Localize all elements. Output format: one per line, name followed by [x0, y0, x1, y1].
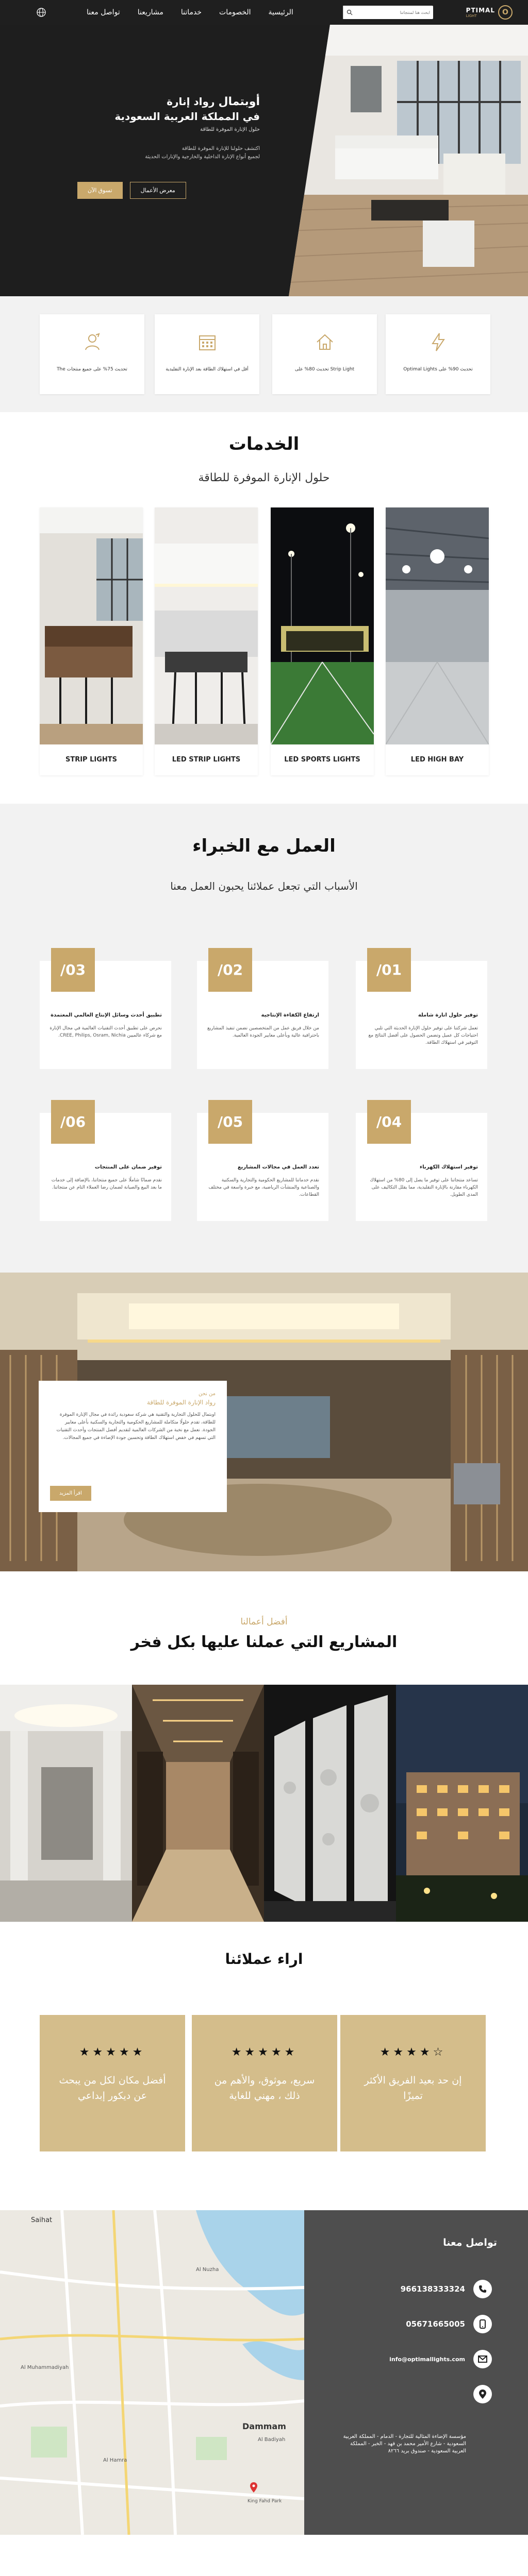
map-label: Al Nuzha [196, 2267, 219, 2273]
projects-title: المشاريع التي عملنا عليها بكل فخر [130, 1633, 398, 1651]
why-title: ارتفاع الكفاءة الإنتاجية [261, 1012, 319, 1018]
about-kicker: من نحن [199, 1391, 216, 1397]
hero-buttons [77, 182, 186, 199]
service-label: LED HIGH BAY [410, 756, 464, 764]
hero-title-accent: أوبتمال [218, 95, 260, 108]
testimonial-card [340, 2015, 486, 2151]
project-hall-image[interactable] [0, 1685, 132, 1922]
globe-icon[interactable] [36, 7, 46, 18]
hero-description [54, 145, 260, 161]
map-canvas [0, 2210, 304, 2535]
why-title: تطبيق أحدث وسائل الإنتاج العالمي المعتمدة [51, 1012, 162, 1018]
testimonial-quote: أفضل مكان لكل من يبحث عن ديكور إبداعي [59, 2075, 166, 2102]
contact-phone2[interactable] [337, 2315, 492, 2333]
testimonials-title: اراء عملائنا [225, 1951, 303, 1968]
why-card [40, 961, 171, 1069]
service-card[interactable] [40, 507, 143, 775]
logo-text [466, 7, 495, 18]
why-card [356, 1113, 487, 1221]
phone-number: 966138333324 [400, 2284, 465, 2294]
why-number: /04 [367, 1100, 411, 1144]
rating-stars: ★★★★☆ [380, 2046, 447, 2059]
hero-section [0, 25, 528, 296]
nav-services[interactable]: خدماتنا [180, 8, 202, 16]
contact-email[interactable] [337, 2350, 492, 2368]
logo-name: PTIMAL [466, 7, 495, 14]
testimonial-card [40, 2015, 185, 2151]
hero-text [54, 94, 260, 161]
project-building-image[interactable] [396, 1685, 528, 1922]
hero-title [54, 94, 260, 109]
feature-text: Strip Light تحديث 80% على [294, 367, 355, 372]
features-section [0, 296, 528, 412]
map-label: Saihat [31, 2216, 53, 2224]
person-icon [82, 332, 103, 352]
why-body: نقدم ضمانًا شاملًا على جميع منتجاتنا، بالإضافة إلى خدمات ما بعد البيع والصيانة لضمان رضا العملاء التام عن منتجاتنا. [51, 1178, 162, 1190]
location-pin-icon [473, 2385, 492, 2403]
service-card[interactable] [155, 507, 258, 775]
service-label: LED SPORTS LIGHTS [284, 756, 360, 764]
why-title: توفير ضمان على المنتجات [94, 1164, 162, 1170]
testimonial-quote: إن حد بعيد الفريق الأكثر تميزًا [364, 2075, 462, 2102]
strip-lights-kitchen-image [155, 507, 258, 744]
feature-text: تحديث 75% على جميع منتجات The [57, 367, 127, 372]
hero-subtitle: حلول الإنارة الموفرة للطاقة [200, 127, 260, 132]
why-card [356, 961, 487, 1069]
email-address: info@optimallights.com [389, 2355, 465, 2363]
rating-stars: ★★★★★ [79, 2046, 146, 2059]
service-label: LED STRIP LIGHTS [172, 756, 241, 764]
search-input[interactable] [355, 6, 433, 19]
contact-section [0, 2210, 528, 2576]
nav-discounts[interactable]: الخصومات [219, 8, 251, 16]
project-corridor-image[interactable] [132, 1685, 264, 1922]
map-label: King Fahd Park [248, 2499, 282, 2504]
testimonial-card [192, 2015, 337, 2151]
mobile-icon [473, 2315, 492, 2333]
feature-card [155, 314, 259, 394]
hero-interior-image [289, 25, 528, 296]
map-label: Dammam [242, 2421, 286, 2431]
service-card[interactable] [386, 507, 489, 775]
why-number: /03 [51, 948, 95, 992]
why-card [197, 1113, 328, 1221]
hero-title-line1: رواد إنارة [167, 95, 215, 108]
why-card [40, 1113, 171, 1221]
phone-icon [473, 2280, 492, 2298]
nav-contact[interactable]: تواصل معنا [87, 8, 120, 16]
nav-projects[interactable]: مشاريعنا [137, 8, 163, 16]
services-title: الخدمات [228, 434, 300, 454]
logo-mark: O [498, 5, 513, 20]
contact-location[interactable] [337, 2385, 492, 2403]
why-body: نحرص على تطبيق أحدث التقنيات العالمية في مجال الإنارة مع شركاء عالميين CREE, Philips, Osram, Nichia. [50, 1026, 162, 1038]
hero-desc-line2: لجميع أنواع الإنارة الداخلية والخارجية والإنارات الحديثة [145, 154, 260, 160]
feature-text: تحديث 90% على Optimal Lights [403, 367, 473, 372]
strip-lights-interior-image [40, 507, 143, 744]
footer-bar [0, 2535, 528, 2576]
contact-title: تواصل معنا [443, 2237, 497, 2248]
email-icon [473, 2350, 492, 2368]
main-nav [87, 0, 293, 25]
high-bay-image [386, 507, 489, 744]
why-card [197, 961, 328, 1069]
why-body: تعمل شركتنا على توفير حلول الإنارة الحديثة التي تلبي احتياجات كل عميل وتضمن الحصول على أفضل النتائج مع التوفير في استهلاك الطاقة. [368, 1026, 478, 1045]
testimonials-section [0, 1922, 528, 2210]
logo[interactable] [451, 4, 513, 21]
contact-panel [304, 2210, 528, 2535]
services-section [0, 412, 528, 804]
why-title: توفير استهلاك الكهرباء [420, 1164, 478, 1170]
why-title: تعدد العمل في مجالات المشاريع [237, 1164, 319, 1170]
location-map[interactable] [0, 2210, 304, 2535]
hero-desc-line1: اكتشف حلولنا للإنارة الموفرة للطاقة [182, 146, 260, 151]
nav-home[interactable]: الرئيسية [268, 8, 293, 16]
logo-tagline: LIGHT [466, 14, 477, 18]
testimonial-quote: سريع، موثوق، والأهم من ذلك ، مهني للغاية [214, 2075, 315, 2102]
read-more-button[interactable]: اقرأ المزيد [50, 1486, 91, 1501]
feature-card [40, 314, 144, 394]
why-body: نقدم خدماتنا للمشاريع الحكومية والتجارية والسكنية والصناعية والمنشآت الرياضية، مع خبرة واسعة في مختلف القطاعات. [208, 1178, 319, 1197]
hero-title-line2: في المملكة العربية السعودية [114, 110, 260, 123]
contact-address: مؤسسة الإضاءة المثالية للتجارة - الدمام - المملكة العربية السعودية - شارع الأمير محمد بن فهد - الخبر - المملكة العربية السعودية - صندوق بريد ٨٢٦٦ [343, 2434, 466, 2454]
map-label: Al Badiyah [258, 2437, 286, 2443]
service-label: STRIP LIGHTS [65, 756, 118, 764]
map-pin-icon[interactable] [250, 2482, 257, 2493]
mobile-number: 05671665005 [406, 2319, 465, 2329]
search-icon [346, 9, 353, 15]
experts-subtitle: الأسباب التي تجعل عملائنا يحبون العمل معنا [170, 880, 358, 892]
bolt-icon [428, 332, 449, 352]
map-label: Al Muhammadiyah [21, 2365, 69, 2370]
why-number: /05 [208, 1100, 252, 1144]
shop-now-button[interactable]: تسوق الآن [77, 182, 123, 199]
calendar-icon [197, 332, 218, 352]
why-body: من خلال فريق عمل من المتخصصين نضمن تنفيذ المشاريع باحترافية عالية وبأعلى معايير الجودة العالمية. [207, 1026, 319, 1038]
about-body: اوبتمال للحلول التجارية والتقنية هي شركة سعودية رائدة في مجال الإنارة الموفرة للطاقة، تقدم حلولًا متكاملة للمشاريع الحكومية والتجارية والسكنية بأعلى معايير الجودة. نعمل مع نخبة من الشركات العالمية لتقديم أفضل المنتجات وأحدث التقنيات التي تسهم في خفض استهلاك الطاقة وتحسين جودة الإضاءة في جميع المجالات. [56, 1412, 216, 1440]
about-section [0, 1273, 528, 1571]
portfolio-button[interactable]: معرض الأعمال [130, 182, 186, 199]
why-number: /06 [51, 1100, 95, 1144]
site-header [0, 0, 528, 25]
home-icon [315, 332, 335, 352]
about-heading: رواد الإنارة الموفرة للطاقة [146, 1399, 216, 1406]
sports-lights-image [271, 507, 374, 744]
rating-stars: ★★★★★ [231, 2046, 298, 2059]
why-number: /02 [208, 948, 252, 992]
feature-text: أقل في استهلاك الطاقة بعد الإنارة التقليدية [166, 367, 249, 372]
experts-section [0, 804, 528, 1273]
map-label: Al Hamra [103, 2458, 127, 2463]
experts-title: العمل مع الخبراء [192, 836, 336, 856]
search-box [343, 6, 433, 19]
why-number: /01 [367, 948, 411, 992]
why-body: تساعد منتجاتنا على توفير ما يصل إلى 80% من استهلاك الكهرباء مقارنة بالإنارة التقليدية، مما يقلل التكاليف على المدى الطويل. [370, 1178, 478, 1197]
projects-section [0, 1571, 528, 1922]
contact-phone1[interactable] [337, 2280, 492, 2298]
projects-kicker: أفضل أعمالنا [240, 1617, 288, 1627]
feature-card [272, 314, 377, 394]
search-button[interactable] [343, 6, 355, 19]
service-card[interactable] [271, 507, 374, 775]
feature-card [386, 314, 490, 394]
services-subtitle: حلول الإنارة الموفرة للطاقة [198, 471, 330, 484]
about-card [39, 1381, 227, 1512]
why-title: توفير حلول انارة شاملة [418, 1012, 478, 1018]
project-facade-image[interactable] [264, 1685, 396, 1922]
